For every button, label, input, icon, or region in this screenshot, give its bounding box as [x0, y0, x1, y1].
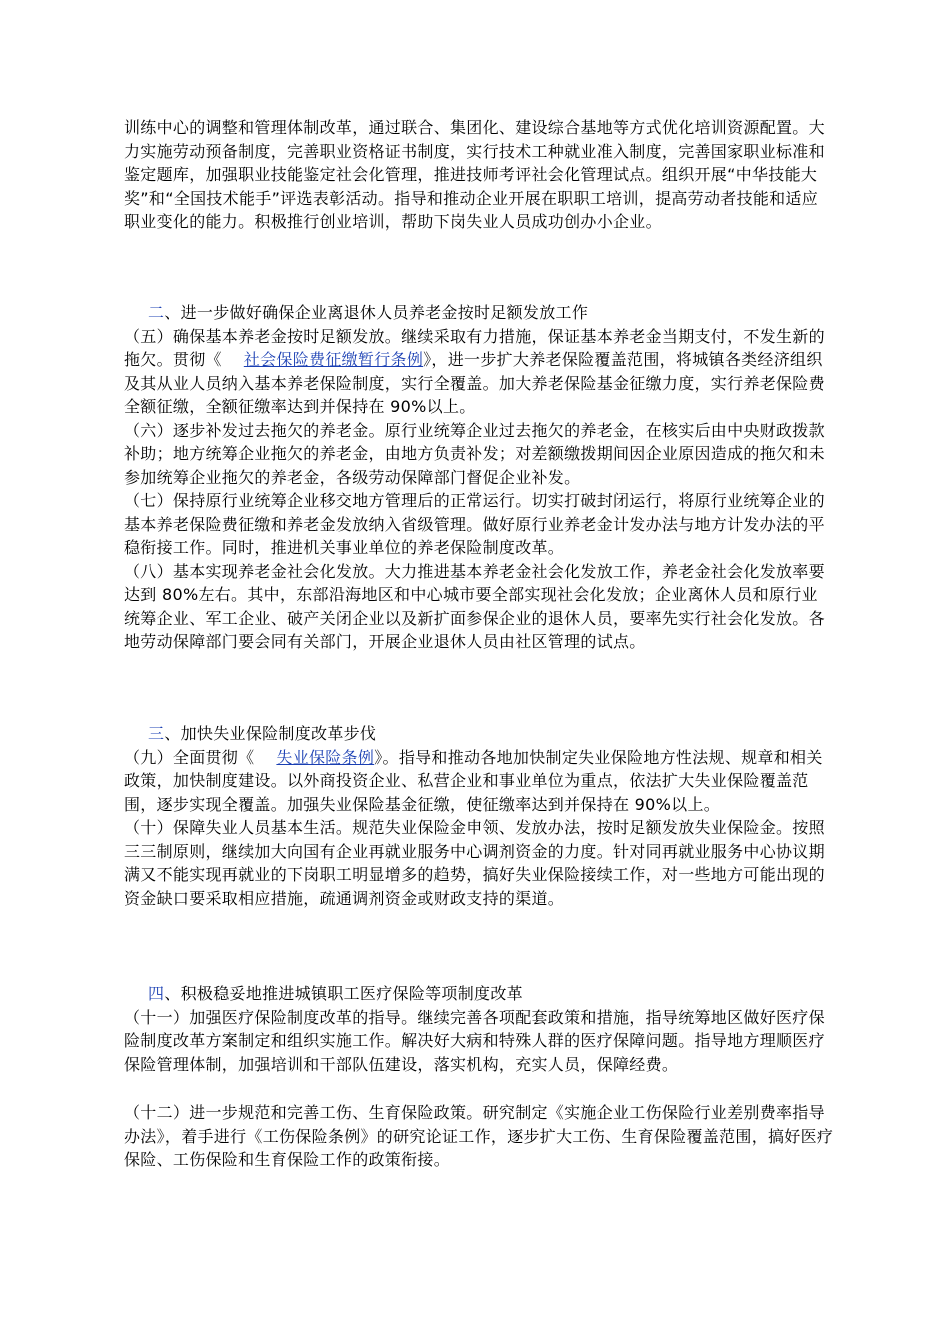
paragraph-5-text-b: 》，进一步扩大养老保险覆盖范围，将城镇各类经济组织及其从业人员纳入基本养老保险制度，实行全覆盖。加大养老保险基金征缴力度，实行养老保险费全额征缴，全额征缴率达到并保持在 90%以上。: [124, 350, 825, 416]
section-3-heading: [124, 722, 834, 746]
paragraph-9-text-b: 》。指导和推动各地加快制定失业保险地方性法规、规章和相关政策，加快制度建设。以外商投资企业、私营企业和事业单位为重点，依法扩大失业保险覆盖范围，逐步实现全覆盖。加强失业保险基金征缴，使征缴率达到并保持在 90%以上。: [124, 747, 823, 814]
intro-block: [124, 116, 834, 234]
paragraph-10: （十）保障失业人员基本生活。规范失业保险金申领、发放办法，按时足额发放失业保险金。按照三三制原则，继续加大向国有企业再就业服务中心调剂资金的力度。针对同再就业服务中心协议期满又不能实现再就业的下岗职工明显增多的趋势，搞好失业保险接续工作，对一些地方可能出现的资金缺口要采取相应措施，疏通调剂资金或财政支持的渠道。: [124, 818, 825, 908]
paragraph-12: （十二）进一步规范和完善工伤、生育保险政策。研究制定《实施企业工伤保险行业差别费率指导办法》，着手进行《工伤保险条例》的研究论证工作，逐步扩大工伤、生育保险覆盖范围，搞好医疗保险、工伤保险和生育保险工作的政策衔接。: [124, 1103, 834, 1169]
link-social-insurance-regulation[interactable]: 社会保险费征缴暂行条例: [243, 350, 424, 369]
section-3-number: 三: [148, 724, 165, 743]
paragraph-9-text-a: （九）全面贯彻《: [124, 747, 255, 767]
section-4-continued: [124, 1101, 834, 1172]
section-3: [124, 722, 834, 910]
section-4: [124, 982, 834, 1076]
paragraph-11: （十一）加强医疗保险制度改革的指导。继续完善各项配套政策和措施，指导统筹地区做好医疗保险制度改革方案制定和组织实施工作。解决好大病和特殊人群的医疗保障问题。指导地方理顺医疗保险管理体制，加强培训和干部队伍建设，落实机构，充实人员，保障经费。: [124, 1007, 825, 1074]
section-4-number: 四: [148, 984, 165, 1003]
paragraph-8: （八）基本实现养老金社会化发放。大力推进基本养老金社会化发放工作，养老金社会化发放率要达到 80%左右。其中，东部沿海地区和中心城市要全部实现社会化发放；企业离休人员和原行业统筹企业、军工企业、破产关闭企业以及新扩面参保企业的退休人员，要率先实行社会化发放。各地劳动保障部门要会同有关部门，开展企业退休人员由社区管理的试点。: [124, 561, 825, 651]
section-2-title: 、进一步做好确保企业离退休人员养老金按时足额发放工作: [164, 303, 589, 322]
paragraph-5: [124, 325, 834, 419]
section-2-number: 二: [148, 303, 165, 322]
paragraph-5-text-a: （五）确保基本养老金按时足额发放。继续采取有力措施，保证基本养老金当期支付，不发生新的拖欠。贯彻《: [124, 326, 825, 369]
intro-paragraph: 训练中心的调整和管理体制改革，通过联合、集团化、建设综合基地等方式优化培训资源配置。大力实施劳动预备制度，完善职业资格证书制度，实行技术工种就业准入制度，完善国家职业标准和鉴定题库，加强职业技能鉴定社会化管理，推进技师考评社会化管理试点。组织开展“中华技能大奖”和“全国技术能手”评选表彰活动。指导和推动企业开展在职职工培训，提高劳动者技能和适应职业变化的能力。积极推行创业培训，帮助下岗失业人员成功创办小企业。: [124, 118, 825, 231]
link-unemployment-insurance-regulation[interactable]: 失业保险条例: [276, 747, 375, 767]
section-4-heading: [124, 982, 834, 1006]
section-2-heading: [124, 301, 834, 325]
section-4-title: 、积极稳妥地推进城镇职工医疗保险等项制度改革: [164, 984, 523, 1003]
section-3-title: 、加快失业保险制度改革步伐: [164, 724, 377, 743]
paragraph-9: [124, 746, 834, 817]
section-2: [124, 301, 834, 654]
paragraph-7: （七）保持原行业统筹企业移交地方管理后的正常运行。切实打破封闭运行，将原行业统筹企业的基本养老保险费征缴和养老金发放纳入省级管理。做好原行业养老金计发办法与地方计发办法的平稳衔接工作。同时，推进机关事业单位的养老保险制度改革。: [124, 491, 825, 557]
paragraph-6: （六）逐步补发过去拖欠的养老金。原行业统筹企业过去拖欠的养老金，在核实后由中央财政拨款补助；地方统筹企业拖欠的养老金，由地方负责补发；对差额缴拨期间因企业原因造成的拖欠和未参加统筹企业拖欠的养老金，各级劳动保障部门督促企业补发。: [124, 420, 825, 487]
